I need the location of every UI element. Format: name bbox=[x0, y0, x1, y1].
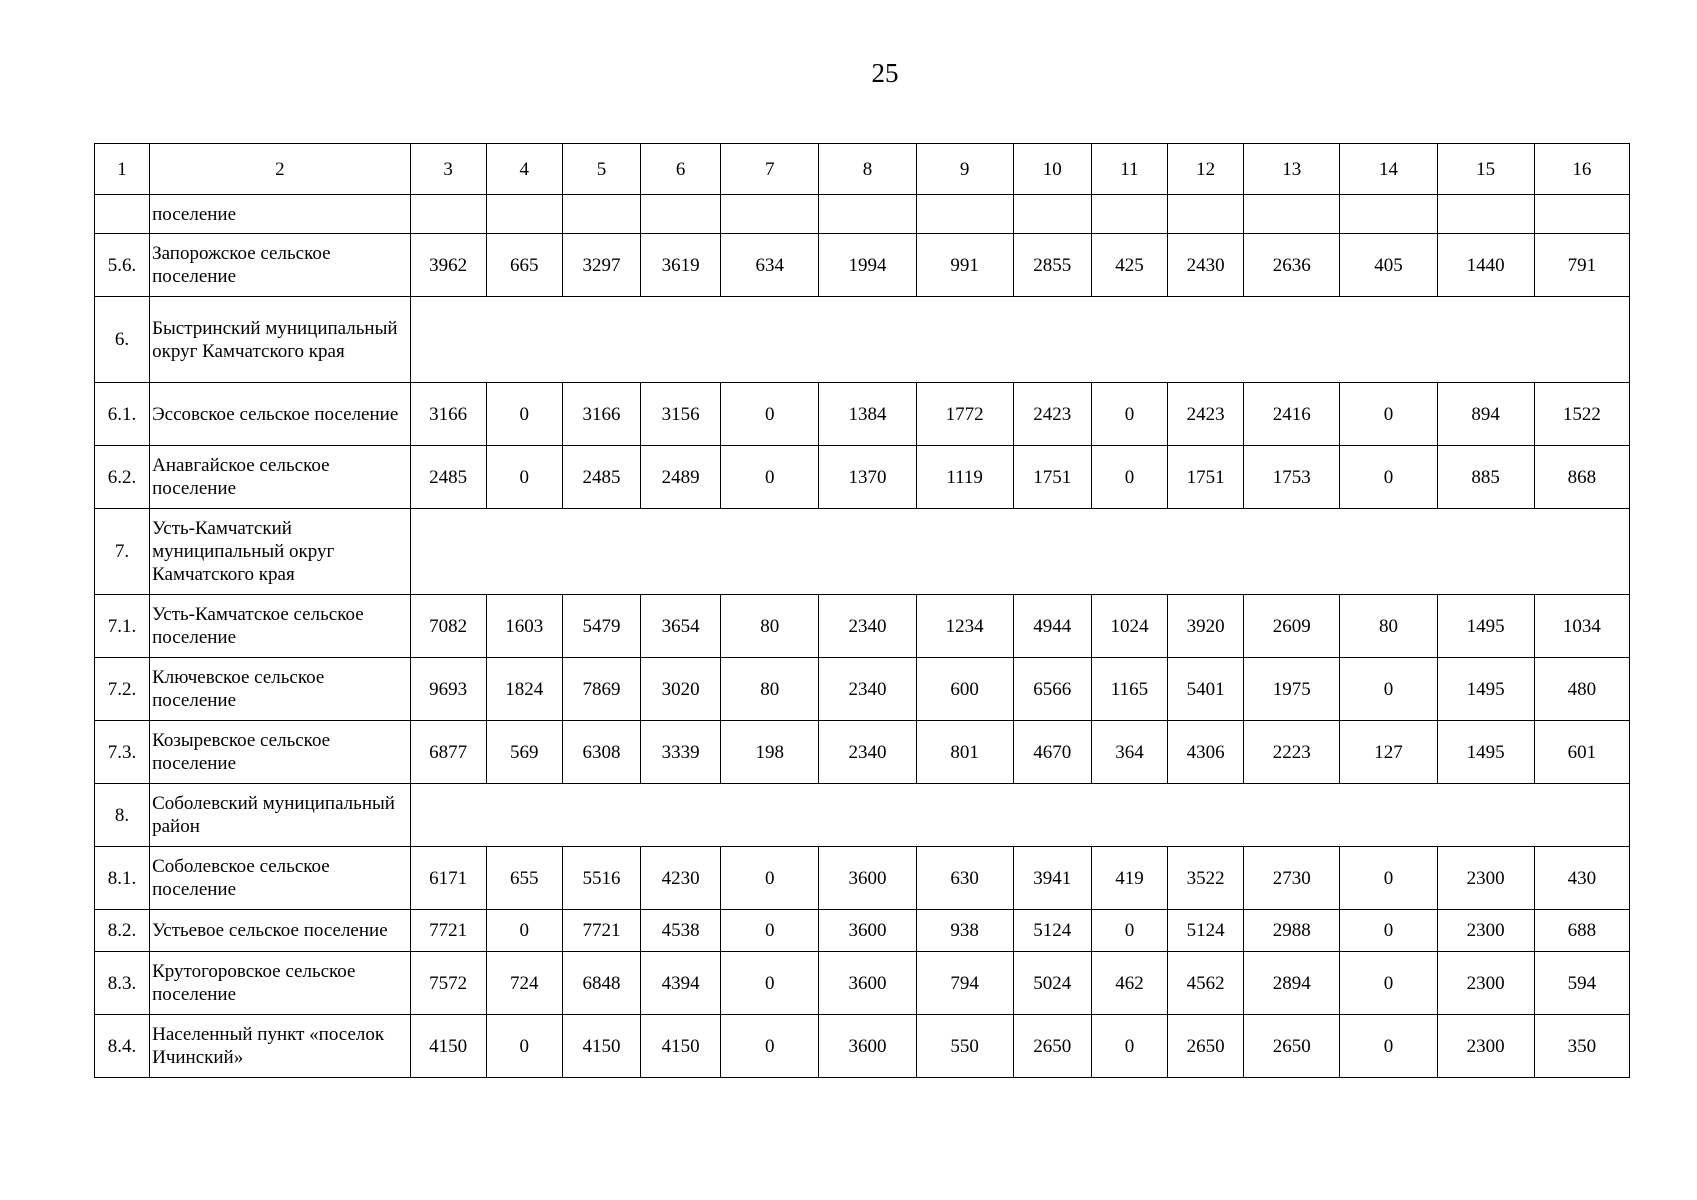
table-cell: 1603 bbox=[486, 595, 562, 658]
table-cell: 4230 bbox=[641, 847, 721, 910]
table-cell: 0 bbox=[721, 446, 819, 509]
table-cell: 724 bbox=[486, 952, 562, 1015]
row-name: Эссовское сельское поселение bbox=[150, 383, 411, 446]
column-header: 12 bbox=[1168, 144, 1244, 195]
table-cell: 1024 bbox=[1091, 595, 1167, 658]
table-cell: 3619 bbox=[641, 234, 721, 297]
table-cell: 1495 bbox=[1437, 721, 1534, 784]
table-cell: 2340 bbox=[819, 658, 916, 721]
row-number: 7.3. bbox=[95, 721, 150, 784]
table-row bbox=[95, 910, 1630, 952]
table-cell: 419 bbox=[1091, 847, 1167, 910]
section-row bbox=[95, 784, 1630, 847]
table-row bbox=[95, 595, 1630, 658]
table-cell: 3941 bbox=[1013, 847, 1091, 910]
table-cell: 4394 bbox=[641, 952, 721, 1015]
table-cell: 364 bbox=[1091, 721, 1167, 784]
row-number: 7.1. bbox=[95, 595, 150, 658]
table-cell: 0 bbox=[486, 383, 562, 446]
section-row bbox=[95, 297, 1630, 383]
table-cell: 630 bbox=[916, 847, 1013, 910]
table-cell: 2300 bbox=[1437, 952, 1534, 1015]
table-cell: 1522 bbox=[1534, 383, 1629, 446]
table-cell: 601 bbox=[1534, 721, 1629, 784]
table-cell: 1753 bbox=[1244, 446, 1340, 509]
row-name: Крутогоровское сельское поселение bbox=[150, 952, 411, 1015]
table-cell: 2423 bbox=[1013, 383, 1091, 446]
table-cell: 0 bbox=[721, 952, 819, 1015]
page-number: 25 bbox=[871, 58, 899, 88]
table-cell: 0 bbox=[1340, 952, 1437, 1015]
table-cell: 2300 bbox=[1437, 910, 1534, 952]
row-name: Устьевое сельское поселение bbox=[150, 910, 411, 952]
table-cell: 7869 bbox=[562, 658, 640, 721]
table-cell: 1119 bbox=[916, 446, 1013, 509]
column-header: 4 bbox=[486, 144, 562, 195]
table-cell: 350 bbox=[1534, 1015, 1629, 1078]
table-cell: 4306 bbox=[1168, 721, 1244, 784]
table-cell bbox=[916, 195, 1013, 234]
table-cell: 480 bbox=[1534, 658, 1629, 721]
table-row bbox=[95, 952, 1630, 1015]
table-cell: 3600 bbox=[819, 910, 916, 952]
table-cell: 885 bbox=[1437, 446, 1534, 509]
table-row bbox=[95, 1015, 1630, 1078]
section-empty-cell bbox=[410, 509, 1629, 595]
table-cell: 2340 bbox=[819, 595, 916, 658]
table-cell: 3600 bbox=[819, 847, 916, 910]
table-cell: 688 bbox=[1534, 910, 1629, 952]
row-name: Анавгайское сельское поселение bbox=[150, 446, 411, 509]
table-cell: 5516 bbox=[562, 847, 640, 910]
table-cell: 2988 bbox=[1244, 910, 1340, 952]
table-cell bbox=[562, 195, 640, 234]
table-cell: 3166 bbox=[562, 383, 640, 446]
table-cell: 1370 bbox=[819, 446, 916, 509]
table-cell: 0 bbox=[1091, 1015, 1167, 1078]
table-cell: 7721 bbox=[562, 910, 640, 952]
table-cell: 1384 bbox=[819, 383, 916, 446]
table-cell bbox=[1534, 195, 1629, 234]
table-cell bbox=[1091, 195, 1167, 234]
table-cell: 1751 bbox=[1168, 446, 1244, 509]
table-cell: 2609 bbox=[1244, 595, 1340, 658]
table-cell: 2489 bbox=[641, 446, 721, 509]
column-header: 15 bbox=[1437, 144, 1534, 195]
table-cell: 4670 bbox=[1013, 721, 1091, 784]
table-cell: 0 bbox=[486, 910, 562, 952]
column-header: 3 bbox=[410, 144, 486, 195]
table-cell: 3339 bbox=[641, 721, 721, 784]
column-header: 11 bbox=[1091, 144, 1167, 195]
table-cell: 198 bbox=[721, 721, 819, 784]
table-row bbox=[95, 446, 1630, 509]
table-cell bbox=[1244, 195, 1340, 234]
table-cell: 4944 bbox=[1013, 595, 1091, 658]
row-name: Усть-Камчатское сельское поселение bbox=[150, 595, 411, 658]
table-cell: 7721 bbox=[410, 910, 486, 952]
section-empty-cell bbox=[410, 297, 1629, 383]
table-cell: 991 bbox=[916, 234, 1013, 297]
table-cell: 6566 bbox=[1013, 658, 1091, 721]
table-row bbox=[95, 658, 1630, 721]
table-cell: 1034 bbox=[1534, 595, 1629, 658]
table-cell: 1824 bbox=[486, 658, 562, 721]
table-cell: 7572 bbox=[410, 952, 486, 1015]
table-cell bbox=[721, 195, 819, 234]
table-cell: 2855 bbox=[1013, 234, 1091, 297]
table-cell: 3522 bbox=[1168, 847, 1244, 910]
table-cell bbox=[486, 195, 562, 234]
table-cell: 2300 bbox=[1437, 1015, 1534, 1078]
section-empty-cell bbox=[410, 784, 1629, 847]
table-cell: 2416 bbox=[1244, 383, 1340, 446]
row-name: Быстринский муниципальный округ Камчатского края bbox=[150, 297, 411, 383]
table-cell: 938 bbox=[916, 910, 1013, 952]
table-cell: 3654 bbox=[641, 595, 721, 658]
table-cell: 634 bbox=[721, 234, 819, 297]
table-cell: 127 bbox=[1340, 721, 1437, 784]
table-cell: 3600 bbox=[819, 952, 916, 1015]
table-cell: 794 bbox=[916, 952, 1013, 1015]
table-cell: 868 bbox=[1534, 446, 1629, 509]
row-number: 8.4. bbox=[95, 1015, 150, 1078]
table-cell: 2650 bbox=[1168, 1015, 1244, 1078]
row-number: 8. bbox=[95, 784, 150, 847]
table-cell: 2636 bbox=[1244, 234, 1340, 297]
table-cell: 4150 bbox=[410, 1015, 486, 1078]
column-header: 6 bbox=[641, 144, 721, 195]
table-cell: 3020 bbox=[641, 658, 721, 721]
table-cell: 0 bbox=[1340, 383, 1437, 446]
table-cell: 80 bbox=[1340, 595, 1437, 658]
row-name: Ключевское сельское поселение bbox=[150, 658, 411, 721]
table-cell: 0 bbox=[486, 1015, 562, 1078]
table-cell: 6308 bbox=[562, 721, 640, 784]
table-cell: 2430 bbox=[1168, 234, 1244, 297]
table-cell: 801 bbox=[916, 721, 1013, 784]
row-number: 7. bbox=[95, 509, 150, 595]
column-header: 13 bbox=[1244, 144, 1340, 195]
table-cell: 9693 bbox=[410, 658, 486, 721]
table-cell: 5024 bbox=[1013, 952, 1091, 1015]
table-cell: 2423 bbox=[1168, 383, 1244, 446]
table-cell: 0 bbox=[1340, 910, 1437, 952]
table-cell: 4562 bbox=[1168, 952, 1244, 1015]
header-row bbox=[95, 144, 1630, 195]
table-cell: 0 bbox=[1340, 1015, 1437, 1078]
table-cell: 1234 bbox=[916, 595, 1013, 658]
table-cell bbox=[1437, 195, 1534, 234]
table-cell: 1495 bbox=[1437, 595, 1534, 658]
table-cell: 3920 bbox=[1168, 595, 1244, 658]
row-name: поселение bbox=[150, 195, 411, 234]
row-name: Соболевское сельское поселение bbox=[150, 847, 411, 910]
row-name: Запорожское сельское поселение bbox=[150, 234, 411, 297]
row-number: 5.6. bbox=[95, 234, 150, 297]
table-cell: 550 bbox=[916, 1015, 1013, 1078]
table-cell: 430 bbox=[1534, 847, 1629, 910]
table-cell: 665 bbox=[486, 234, 562, 297]
table-cell: 6848 bbox=[562, 952, 640, 1015]
table-cell: 80 bbox=[721, 595, 819, 658]
table-cell: 2485 bbox=[562, 446, 640, 509]
table-cell: 1751 bbox=[1013, 446, 1091, 509]
column-header: 10 bbox=[1013, 144, 1091, 195]
row-name: Козыревское сельское поселение bbox=[150, 721, 411, 784]
table-cell: 2650 bbox=[1013, 1015, 1091, 1078]
row-number: 6.1. bbox=[95, 383, 150, 446]
row-number: 8.2. bbox=[95, 910, 150, 952]
table-row bbox=[95, 383, 1630, 446]
table-cell: 1165 bbox=[1091, 658, 1167, 721]
column-header: 14 bbox=[1340, 144, 1437, 195]
table-cell: 0 bbox=[721, 847, 819, 910]
table-cell: 0 bbox=[1340, 446, 1437, 509]
table-cell: 5124 bbox=[1168, 910, 1244, 952]
table-cell: 0 bbox=[1091, 446, 1167, 509]
table-cell: 0 bbox=[721, 1015, 819, 1078]
table-cell: 655 bbox=[486, 847, 562, 910]
row-number bbox=[95, 195, 150, 234]
table-cell: 1495 bbox=[1437, 658, 1534, 721]
table-cell: 3166 bbox=[410, 383, 486, 446]
table-cell: 80 bbox=[721, 658, 819, 721]
table-cell: 1440 bbox=[1437, 234, 1534, 297]
row-name: Усть-Камчатский муниципальный округ Камчатского края bbox=[150, 509, 411, 595]
column-header: 9 bbox=[916, 144, 1013, 195]
table-cell: 0 bbox=[486, 446, 562, 509]
table-cell: 0 bbox=[721, 383, 819, 446]
table-cell: 462 bbox=[1091, 952, 1167, 1015]
table-cell: 3156 bbox=[641, 383, 721, 446]
table-cell bbox=[410, 195, 486, 234]
table-cell: 7082 bbox=[410, 595, 486, 658]
column-header: 2 bbox=[150, 144, 411, 195]
table-cell bbox=[819, 195, 916, 234]
table-cell: 2650 bbox=[1244, 1015, 1340, 1078]
row-number: 8.3. bbox=[95, 952, 150, 1015]
table-cell: 3962 bbox=[410, 234, 486, 297]
table-cell: 425 bbox=[1091, 234, 1167, 297]
section-row bbox=[95, 509, 1630, 595]
table-cell: 4150 bbox=[641, 1015, 721, 1078]
table-cell: 2730 bbox=[1244, 847, 1340, 910]
table-cell: 0 bbox=[1340, 658, 1437, 721]
table-cell: 2300 bbox=[1437, 847, 1534, 910]
row-number: 8.1. bbox=[95, 847, 150, 910]
column-header: 7 bbox=[721, 144, 819, 195]
table-cell: 5401 bbox=[1168, 658, 1244, 721]
table-cell: 0 bbox=[1091, 383, 1167, 446]
table-cell: 5479 bbox=[562, 595, 640, 658]
table-cell: 569 bbox=[486, 721, 562, 784]
table-cell: 791 bbox=[1534, 234, 1629, 297]
table-cell: 2894 bbox=[1244, 952, 1340, 1015]
column-header: 5 bbox=[562, 144, 640, 195]
table-cell: 1994 bbox=[819, 234, 916, 297]
table-cell: 0 bbox=[1091, 910, 1167, 952]
table-cell: 4150 bbox=[562, 1015, 640, 1078]
column-header: 8 bbox=[819, 144, 916, 195]
table-cell: 3600 bbox=[819, 1015, 916, 1078]
table-cell: 4538 bbox=[641, 910, 721, 952]
row-name: Соболевский муниципальный район bbox=[150, 784, 411, 847]
table-cell bbox=[1340, 195, 1437, 234]
table-cell: 2223 bbox=[1244, 721, 1340, 784]
table-row bbox=[95, 195, 1630, 234]
row-number: 6. bbox=[95, 297, 150, 383]
table-cell bbox=[1168, 195, 1244, 234]
table-cell: 6171 bbox=[410, 847, 486, 910]
table-cell: 894 bbox=[1437, 383, 1534, 446]
table-cell: 2340 bbox=[819, 721, 916, 784]
table-row bbox=[95, 234, 1630, 297]
table-cell: 5124 bbox=[1013, 910, 1091, 952]
row-number: 7.2. bbox=[95, 658, 150, 721]
table-cell bbox=[1013, 195, 1091, 234]
column-header: 1 bbox=[95, 144, 150, 195]
table-cell: 1772 bbox=[916, 383, 1013, 446]
table-cell: 3297 bbox=[562, 234, 640, 297]
table-cell: 600 bbox=[916, 658, 1013, 721]
row-name: Населенный пункт «поселок Ичинский» bbox=[150, 1015, 411, 1078]
column-header: 16 bbox=[1534, 144, 1629, 195]
table-row bbox=[95, 847, 1630, 910]
table-cell: 6877 bbox=[410, 721, 486, 784]
table-cell: 405 bbox=[1340, 234, 1437, 297]
table-cell: 2485 bbox=[410, 446, 486, 509]
table-cell: 0 bbox=[1340, 847, 1437, 910]
data-table bbox=[94, 143, 1630, 1078]
table-row bbox=[95, 721, 1630, 784]
row-number: 6.2. bbox=[95, 446, 150, 509]
table-cell: 1975 bbox=[1244, 658, 1340, 721]
table-cell: 0 bbox=[721, 910, 819, 952]
table-cell: 594 bbox=[1534, 952, 1629, 1015]
table-cell bbox=[641, 195, 721, 234]
